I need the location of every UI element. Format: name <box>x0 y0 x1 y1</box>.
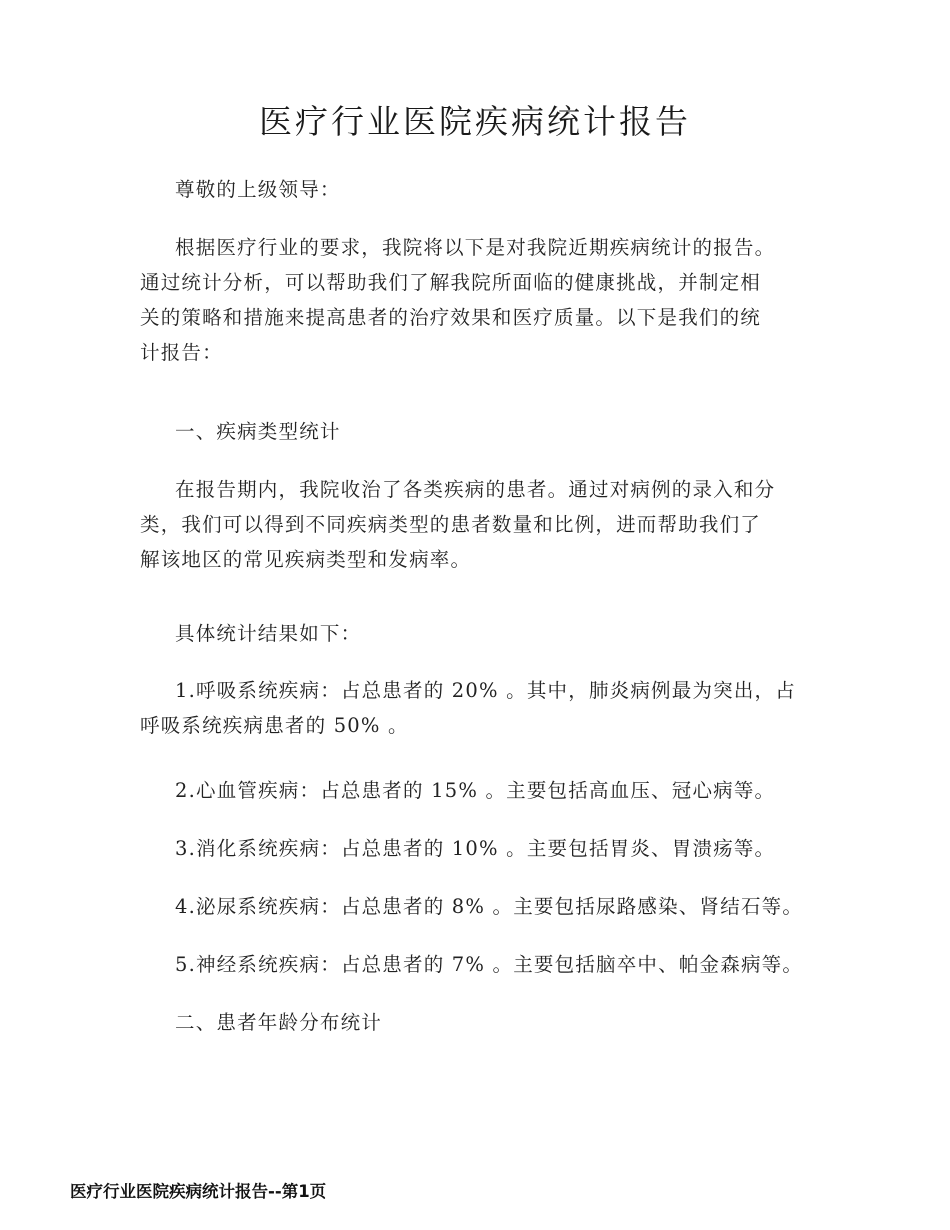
section1-paragraph <box>140 472 840 577</box>
result-item-4-text: 4.泌尿系统疾病：占总患者的 8% 。主要包括尿路感染、肾结石等。 <box>175 895 804 918</box>
result-item-1-line: 1.呼吸系统疾病：占总患者的 20% 。其中，肺炎病例最为突出，占 <box>175 679 796 702</box>
intro-line: 计报告： <box>140 341 223 364</box>
salutation <box>140 172 875 207</box>
salutation-text: 尊敬的上级领导： <box>175 178 341 201</box>
page-footer: 医疗行业医院疾病统计报告--第1页 <box>70 1182 327 1201</box>
result-item-4 <box>140 889 875 924</box>
result-item-2 <box>140 773 875 808</box>
document-title: 医疗行业医院疾病统计报告 <box>259 102 691 141</box>
section1-line: 解该地区的常见疾病类型和发病率。 <box>140 548 472 571</box>
results-intro <box>140 616 875 651</box>
result-item-5 <box>140 947 875 982</box>
intro-paragraph <box>140 230 840 370</box>
intro-line: 关的策略和措施来提高患者的治疗效果和医疗质量。以下是我们的统 <box>140 306 762 329</box>
result-item-2-text: 2.心血管疾病：占总患者的 15% 。主要包括高血压、冠心病等。 <box>175 779 776 802</box>
intro-line: 根据医疗行业的要求，我院将以下是对我院近期疾病统计的报告。 <box>175 236 776 259</box>
results-intro-text: 具体统计结果如下： <box>175 622 362 645</box>
result-item-3 <box>140 831 875 866</box>
section1-heading <box>140 414 875 449</box>
section2-heading <box>140 1005 875 1040</box>
result-item-3-text: 3.消化系统疾病：占总患者的 10% 。主要包括胃炎、胃溃疡等。 <box>175 837 776 860</box>
section1-line: 类，我们可以得到不同疾病类型的患者数量和比例，进而帮助我们了 <box>140 513 762 536</box>
intro-line: 通过统计分析，可以帮助我们了解我院所面临的健康挑战，并制定相 <box>140 271 762 294</box>
result-item-5-text: 5.神经系统疾病：占总患者的 7% 。主要包括脑卒中、帕金森病等。 <box>175 953 804 976</box>
section1-heading-text: 一、疾病类型统计 <box>175 420 341 443</box>
result-item-1 <box>140 673 840 743</box>
section2-heading-text: 二、患者年龄分布统计 <box>175 1011 383 1034</box>
section1-line: 在报告期内，我院收治了各类疾病的患者。通过对病例的录入和分 <box>175 478 776 501</box>
result-item-1-line: 呼吸系统疾病患者的 50% 。 <box>140 714 409 737</box>
